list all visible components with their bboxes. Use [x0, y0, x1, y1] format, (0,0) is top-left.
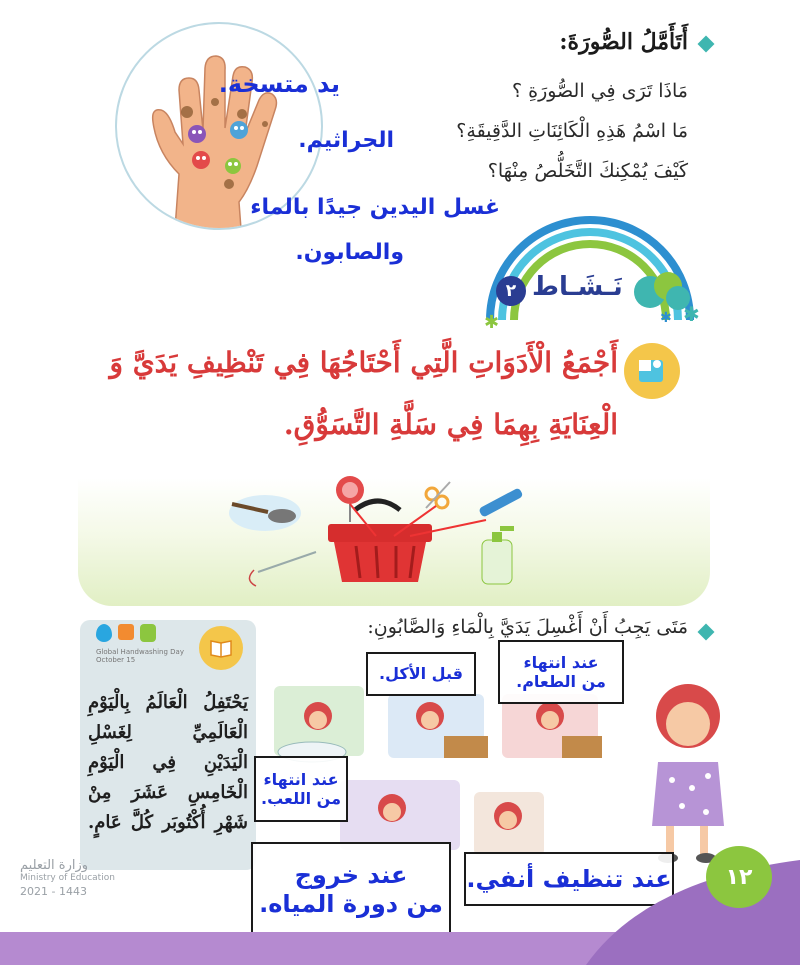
rainbow-decoration	[470, 180, 710, 340]
card-line: الْعَالَمِيِّ لِغَسْلِ	[88, 722, 248, 743]
card-text	[88, 688, 248, 838]
flower-icon: ✱	[683, 302, 700, 326]
answer-box-bathroom	[251, 842, 451, 938]
activity-number-badge	[496, 276, 526, 306]
question-1: مَاذَا تَرَى فِي الصُّورَةِ ؟	[511, 80, 688, 102]
activity-label: نَـشَـاط	[532, 272, 623, 302]
section-title: أَتَأَمَّلُ الصُّورَةَ:	[559, 29, 688, 55]
puzzle-icon	[624, 343, 680, 399]
logo-caption-1: Global Handwashing Day	[96, 648, 184, 656]
answer-2: الجراثيم.	[298, 128, 394, 153]
bullet-diamond-icon	[698, 624, 715, 641]
card-line: الْخَامِسِ عَشَرَ مِنْ	[88, 782, 248, 803]
box-label: عند تنظيف أنفي.	[466, 864, 672, 893]
book-icon	[199, 626, 243, 670]
card-line: شَهْرِ أُكْتُوبَر كُلَّ عَامٍ.	[88, 812, 248, 833]
bullet-diamond-icon	[698, 36, 715, 53]
scissors-icon	[426, 482, 450, 508]
basket-icon	[328, 501, 432, 582]
activity-line-2: الْعِنَايَةِ بِهِمَا فِي سَلَّةِ التَّسَوُّقِ.	[283, 408, 618, 441]
box-label-line-1: عند خروج	[294, 861, 408, 890]
box-label-line-2: من اللعب.	[261, 789, 341, 808]
girl-thinking-illustration	[652, 684, 724, 863]
activity-line-1: أَجْمَعُ الْأَدَوَاتِ الَّتِي أَحْتَاجُهَا فِي تَنْظِيفِ يَدَيَّ وَ	[109, 346, 618, 379]
ministry-years: 2021 - 1443	[20, 885, 87, 898]
card-line: يَحْتَفِلُ الْعَالَمُ بِالْيَوْمِ	[88, 692, 248, 713]
box-label-line-2: من الطعام.	[516, 672, 606, 691]
page-number: ١٢	[725, 864, 753, 890]
soap-icon	[118, 624, 134, 640]
box-label-line-1: عند انتهاء	[523, 652, 599, 672]
box-label: قبل الأكل.	[379, 664, 463, 684]
question-2: مَا اسْمُ هَذِهِ الْكَائِنَاتِ الدَّقِيقَةِ؟	[456, 120, 688, 142]
card-line: الْيَدَيْنِ فِي الْيَوْمِ	[88, 752, 248, 773]
box-label-line-2: من دورة المياه.	[259, 890, 443, 918]
basket-scene	[210, 470, 530, 600]
brush-icon	[229, 495, 301, 531]
logo-caption-2: October 15	[96, 656, 136, 664]
answer-3-line-1: غسل اليدين جيدًا بالماء	[250, 195, 500, 220]
handwashing-day-logo	[96, 624, 192, 664]
water-drop-icon	[96, 624, 112, 642]
activity-number: ٢	[505, 281, 517, 301]
soap-bottle-icon	[482, 526, 514, 584]
answer-box-before-eating	[366, 652, 476, 696]
ministry-name-en: Ministry of Education	[20, 873, 115, 883]
needle-icon	[249, 552, 316, 586]
box-label-line-1: عند انتهاء	[263, 769, 339, 789]
answer-box-after-play	[254, 756, 348, 822]
question-3: كَيْفَ يُمْكِنكَ التَّخَلُّصُ مِنْهَا؟	[487, 160, 688, 182]
nail-clipper-icon	[478, 487, 523, 517]
ministry-logo	[20, 858, 130, 898]
when-question: مَتَى يَجِبُ أَنْ أَغْسِلَ يَدَيَّ بِالْمَاءِ وَالصَّابُونِ:	[367, 616, 688, 638]
page-number-badge	[706, 846, 772, 908]
answer-box-after-eating	[498, 640, 624, 704]
answer-3-line-2: والصابون.	[295, 240, 404, 265]
flower-icon: ✱	[660, 310, 672, 326]
hand-icon	[140, 624, 156, 642]
ministry-name-ar: وزارة التعليم	[20, 858, 89, 873]
flower-icon: ✱	[484, 312, 500, 333]
answer-1: يد متسخة.	[218, 70, 340, 98]
